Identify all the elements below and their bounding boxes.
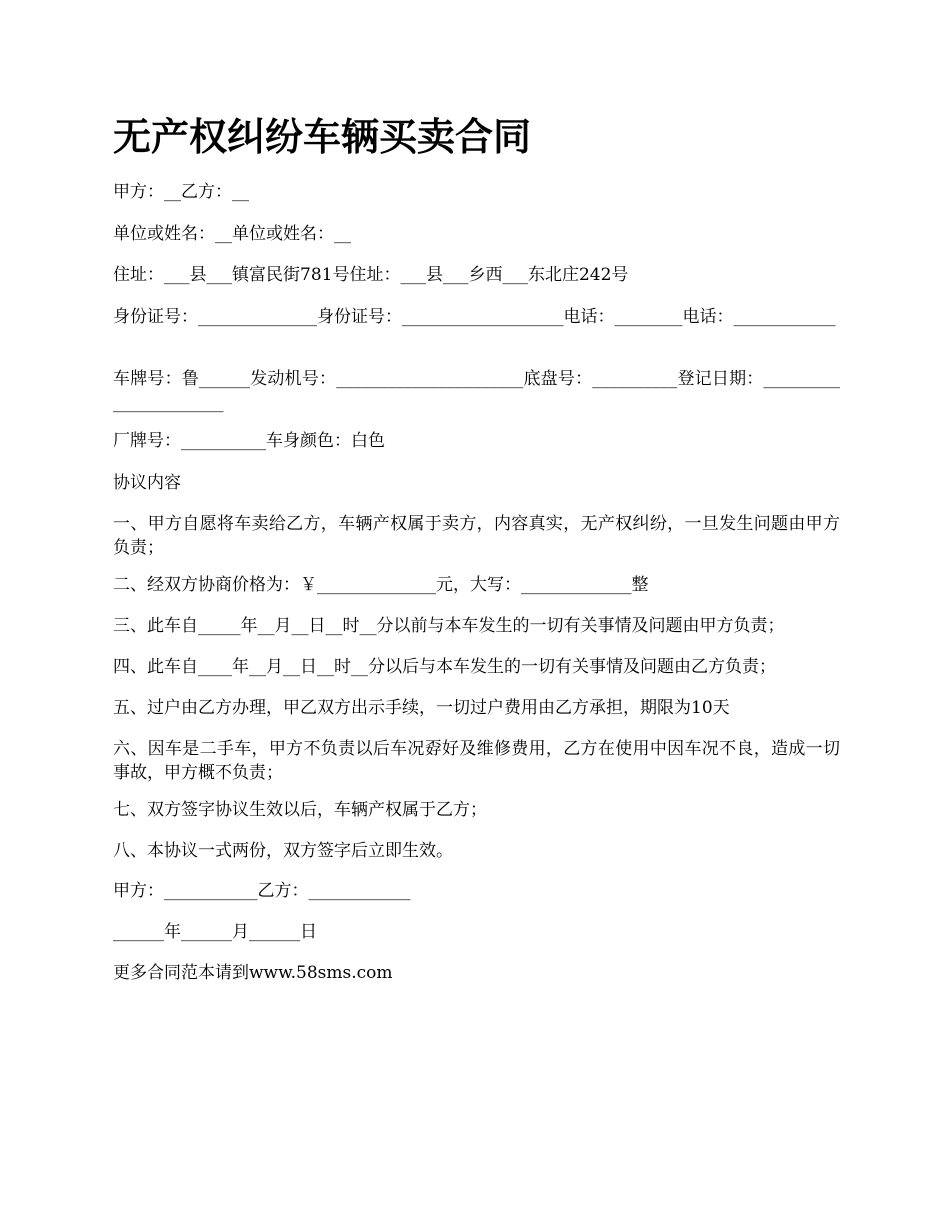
clause-3: 三、此车自_____年__月__日__时__分以前与本车发生的一切有关事情及问题由甲方负责； bbox=[113, 616, 785, 636]
contract-page bbox=[113, 0, 840, 1230]
names-line: 单位或姓名：__单位或姓名：__ bbox=[113, 224, 351, 244]
parties-line: 甲方：__乙方：__ bbox=[113, 182, 249, 202]
address-line: 住址：___县___镇富民街781号住址：___县___乡西___东北庄242号 bbox=[113, 265, 629, 285]
clause-6: 六、因车是二手车，甲方不负责以后车况孬好及维修费用，乙方在使用中因车况不良，造成一切事故，甲方概不负责； bbox=[113, 739, 840, 783]
clause-2: 二、经双方协商价格为：￥______________元，大写：_____________整 bbox=[113, 575, 649, 595]
vehicle-info-line: 车牌号：鲁______发动机号：______________________底盘号：__________登记日期：______________________ bbox=[113, 369, 840, 413]
clause-1: 一、甲方自愿将车卖给乙方，车辆产权属于卖方，内容真实，无产权纠纷，一旦发生问题由甲方负责； bbox=[113, 514, 840, 558]
clause-5: 五、过户由乙方办理，甲乙双方出示手续，一切过户费用由乙方承担，期限为10天 bbox=[113, 698, 730, 718]
date-line: ______年______月______日 bbox=[113, 922, 317, 942]
clause-7: 七、双方签字协议生效以后，车辆产权属于乙方； bbox=[113, 800, 487, 820]
clause-8: 八、本协议一式两份，双方签字后立即生效。 bbox=[113, 841, 453, 861]
signatures-line: 甲方：___________乙方：____________ bbox=[113, 881, 411, 901]
id-phone-line: 身份证号：______________身份证号：___________________电话：________电话：____________ bbox=[113, 307, 836, 327]
clause-4: 四、此车自____年__月__日__时__分以后与本车发生的一切有关事情及问题由乙方负责； bbox=[113, 657, 776, 677]
section-title: 协议内容 bbox=[113, 473, 181, 493]
brand-color-line: 厂牌号：__________车身颜色：白色 bbox=[113, 431, 385, 451]
footer-link-text: 更多合同范本请到www.58sms.com bbox=[113, 963, 393, 983]
document-title: 无产权纠纷车辆买卖合同 bbox=[113, 114, 532, 159]
